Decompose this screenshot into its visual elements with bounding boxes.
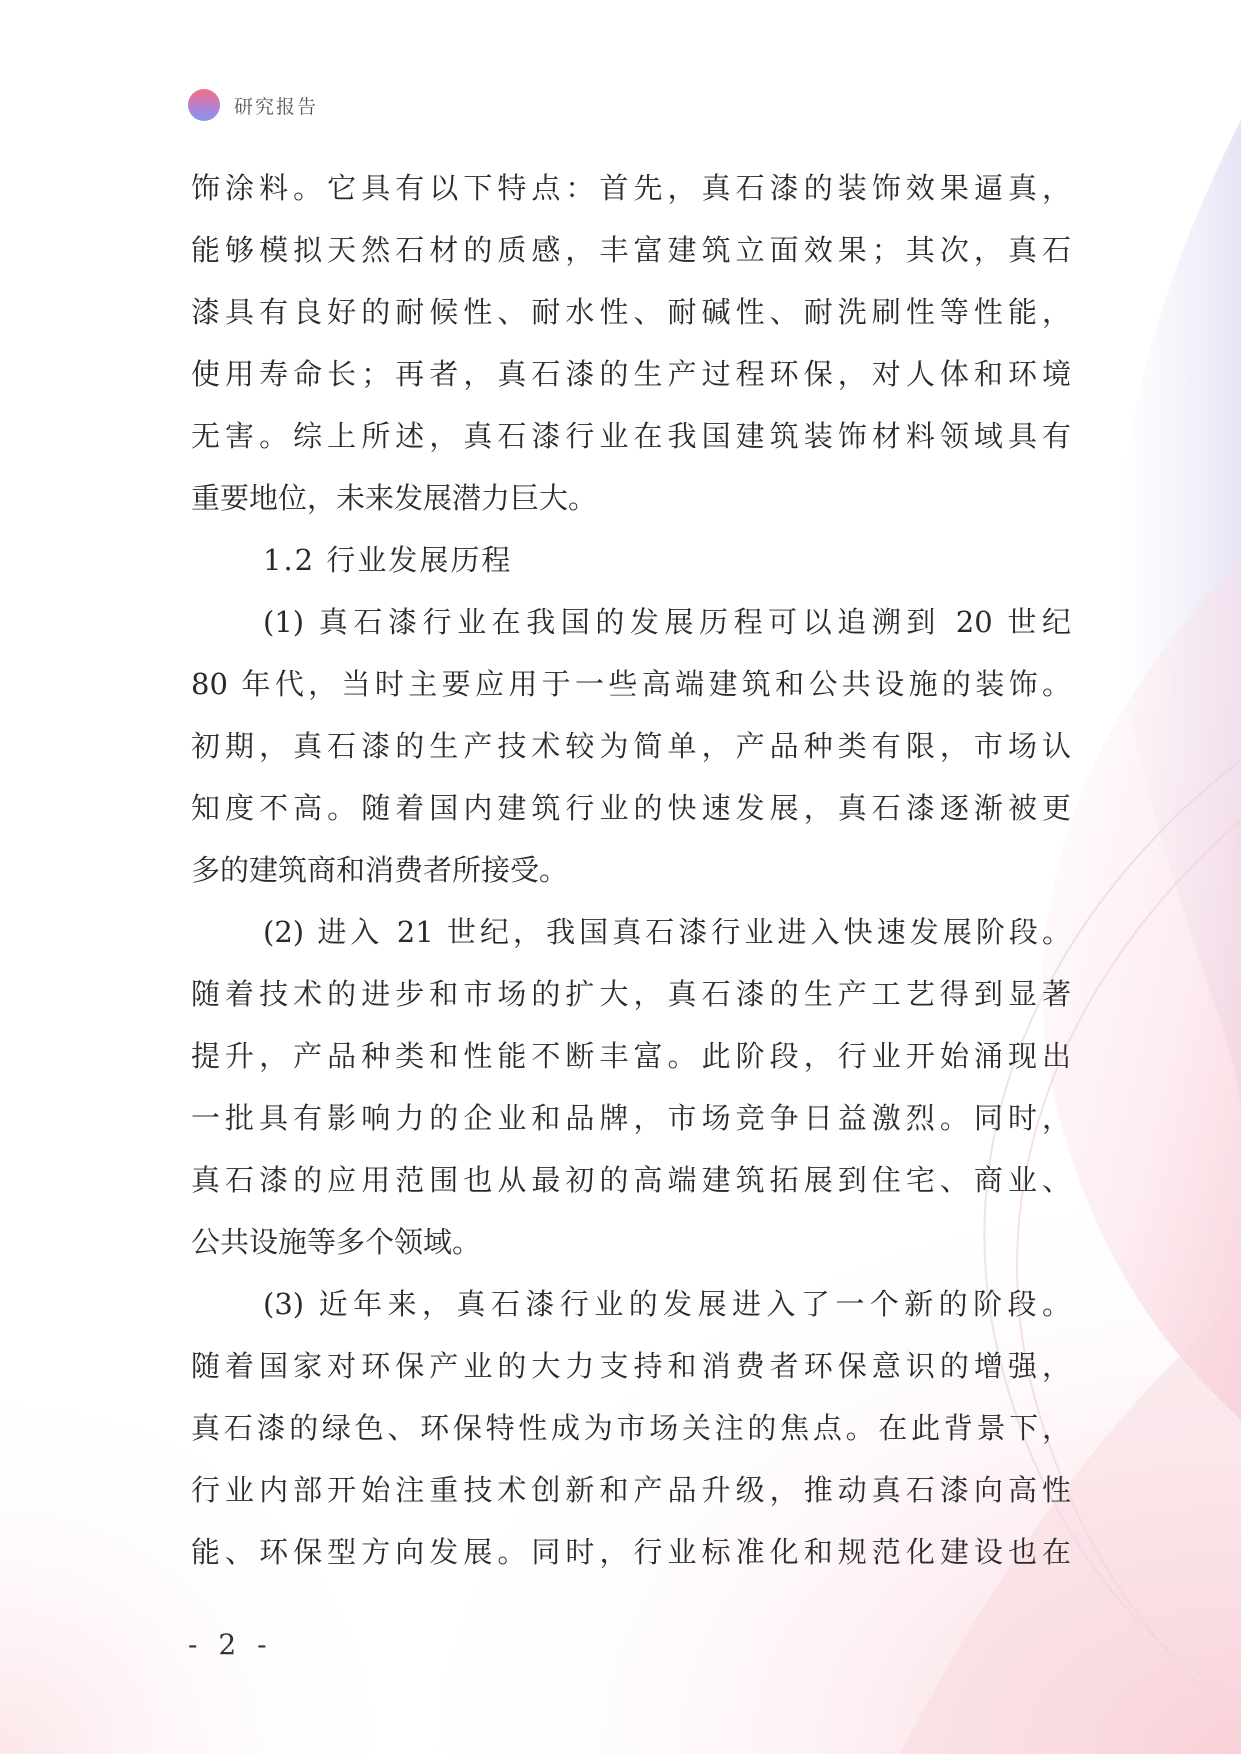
text-line: 真石漆的应用范围也从最初的高端建筑拓展到住宅、商业、 bbox=[191, 1163, 1071, 1197]
text-line: 无害。综上所述，真石漆行业在我国建筑装饰材料领域具有 bbox=[191, 419, 1071, 453]
text-line: 重要地位，未来发展潜力巨大。 bbox=[191, 481, 598, 515]
text-line: 多的建筑商和消费者所接受。 bbox=[191, 853, 569, 887]
text-line: (1) 真石漆行业在我国的发展历程可以追溯到 20 世纪 bbox=[263, 605, 1071, 639]
logo-icon bbox=[188, 89, 220, 121]
text-line: 80 年代，当时主要应用于一些高端建筑和公共设施的装饰。 bbox=[191, 667, 1071, 701]
text-line: 真石漆的绿色、环保特性成为市场关注的焦点。在此背景下， bbox=[191, 1411, 1071, 1445]
text-line: (3) 近年来，真石漆行业的发展进入了一个新的阶段。 bbox=[263, 1287, 1071, 1321]
text-line: 能、环保型方向发展。同时，行业标准化和规范化建设也在 bbox=[191, 1535, 1071, 1569]
text-line: 初期，真石漆的生产技术较为简单，产品种类有限，市场认 bbox=[191, 729, 1071, 763]
text-line: 公共设施等多个领域。 bbox=[191, 1225, 482, 1259]
text-line: 行业内部开始注重技术创新和产品升级，推动真石漆向高性 bbox=[191, 1473, 1071, 1507]
text-line: 随着国家对环保产业的大力支持和消费者环保意识的增强， bbox=[191, 1349, 1071, 1383]
header-title: 研究报告 bbox=[234, 95, 319, 118]
text-line: 随着技术的进步和市场的扩大，真石漆的生产工艺得到显著 bbox=[191, 977, 1071, 1011]
text-line: 饰涂料。它具有以下特点：首先，真石漆的装饰效果逼真， bbox=[191, 171, 1071, 205]
text-line: (2) 进入 21 世纪，我国真石漆行业进入快速发展阶段。 bbox=[263, 915, 1071, 949]
text-line: 漆具有良好的耐候性、耐水性、耐碱性、耐洗刷性等性能， bbox=[191, 295, 1071, 329]
text-line: 一批具有影响力的企业和品牌，市场竞争日益激烈。同时， bbox=[191, 1101, 1071, 1135]
text-line: 知度不高。随着国内建筑行业的快速发展，真石漆逐渐被更 bbox=[191, 791, 1071, 825]
section-heading: 1.2 行业发展历程 bbox=[263, 543, 513, 577]
text-line: 提升，产品种类和性能不断丰富。此阶段，行业开始涌现出 bbox=[191, 1039, 1071, 1073]
body-text bbox=[191, 157, 1071, 1583]
report-header bbox=[188, 88, 318, 122]
text-line: 能够模拟天然石材的质感，丰富建筑立面效果；其次，真石 bbox=[191, 233, 1071, 267]
page-number: - 2 - bbox=[188, 1628, 273, 1661]
text-line: 使用寿命长；再者，真石漆的生产过程环保，对人体和环境 bbox=[191, 357, 1071, 391]
